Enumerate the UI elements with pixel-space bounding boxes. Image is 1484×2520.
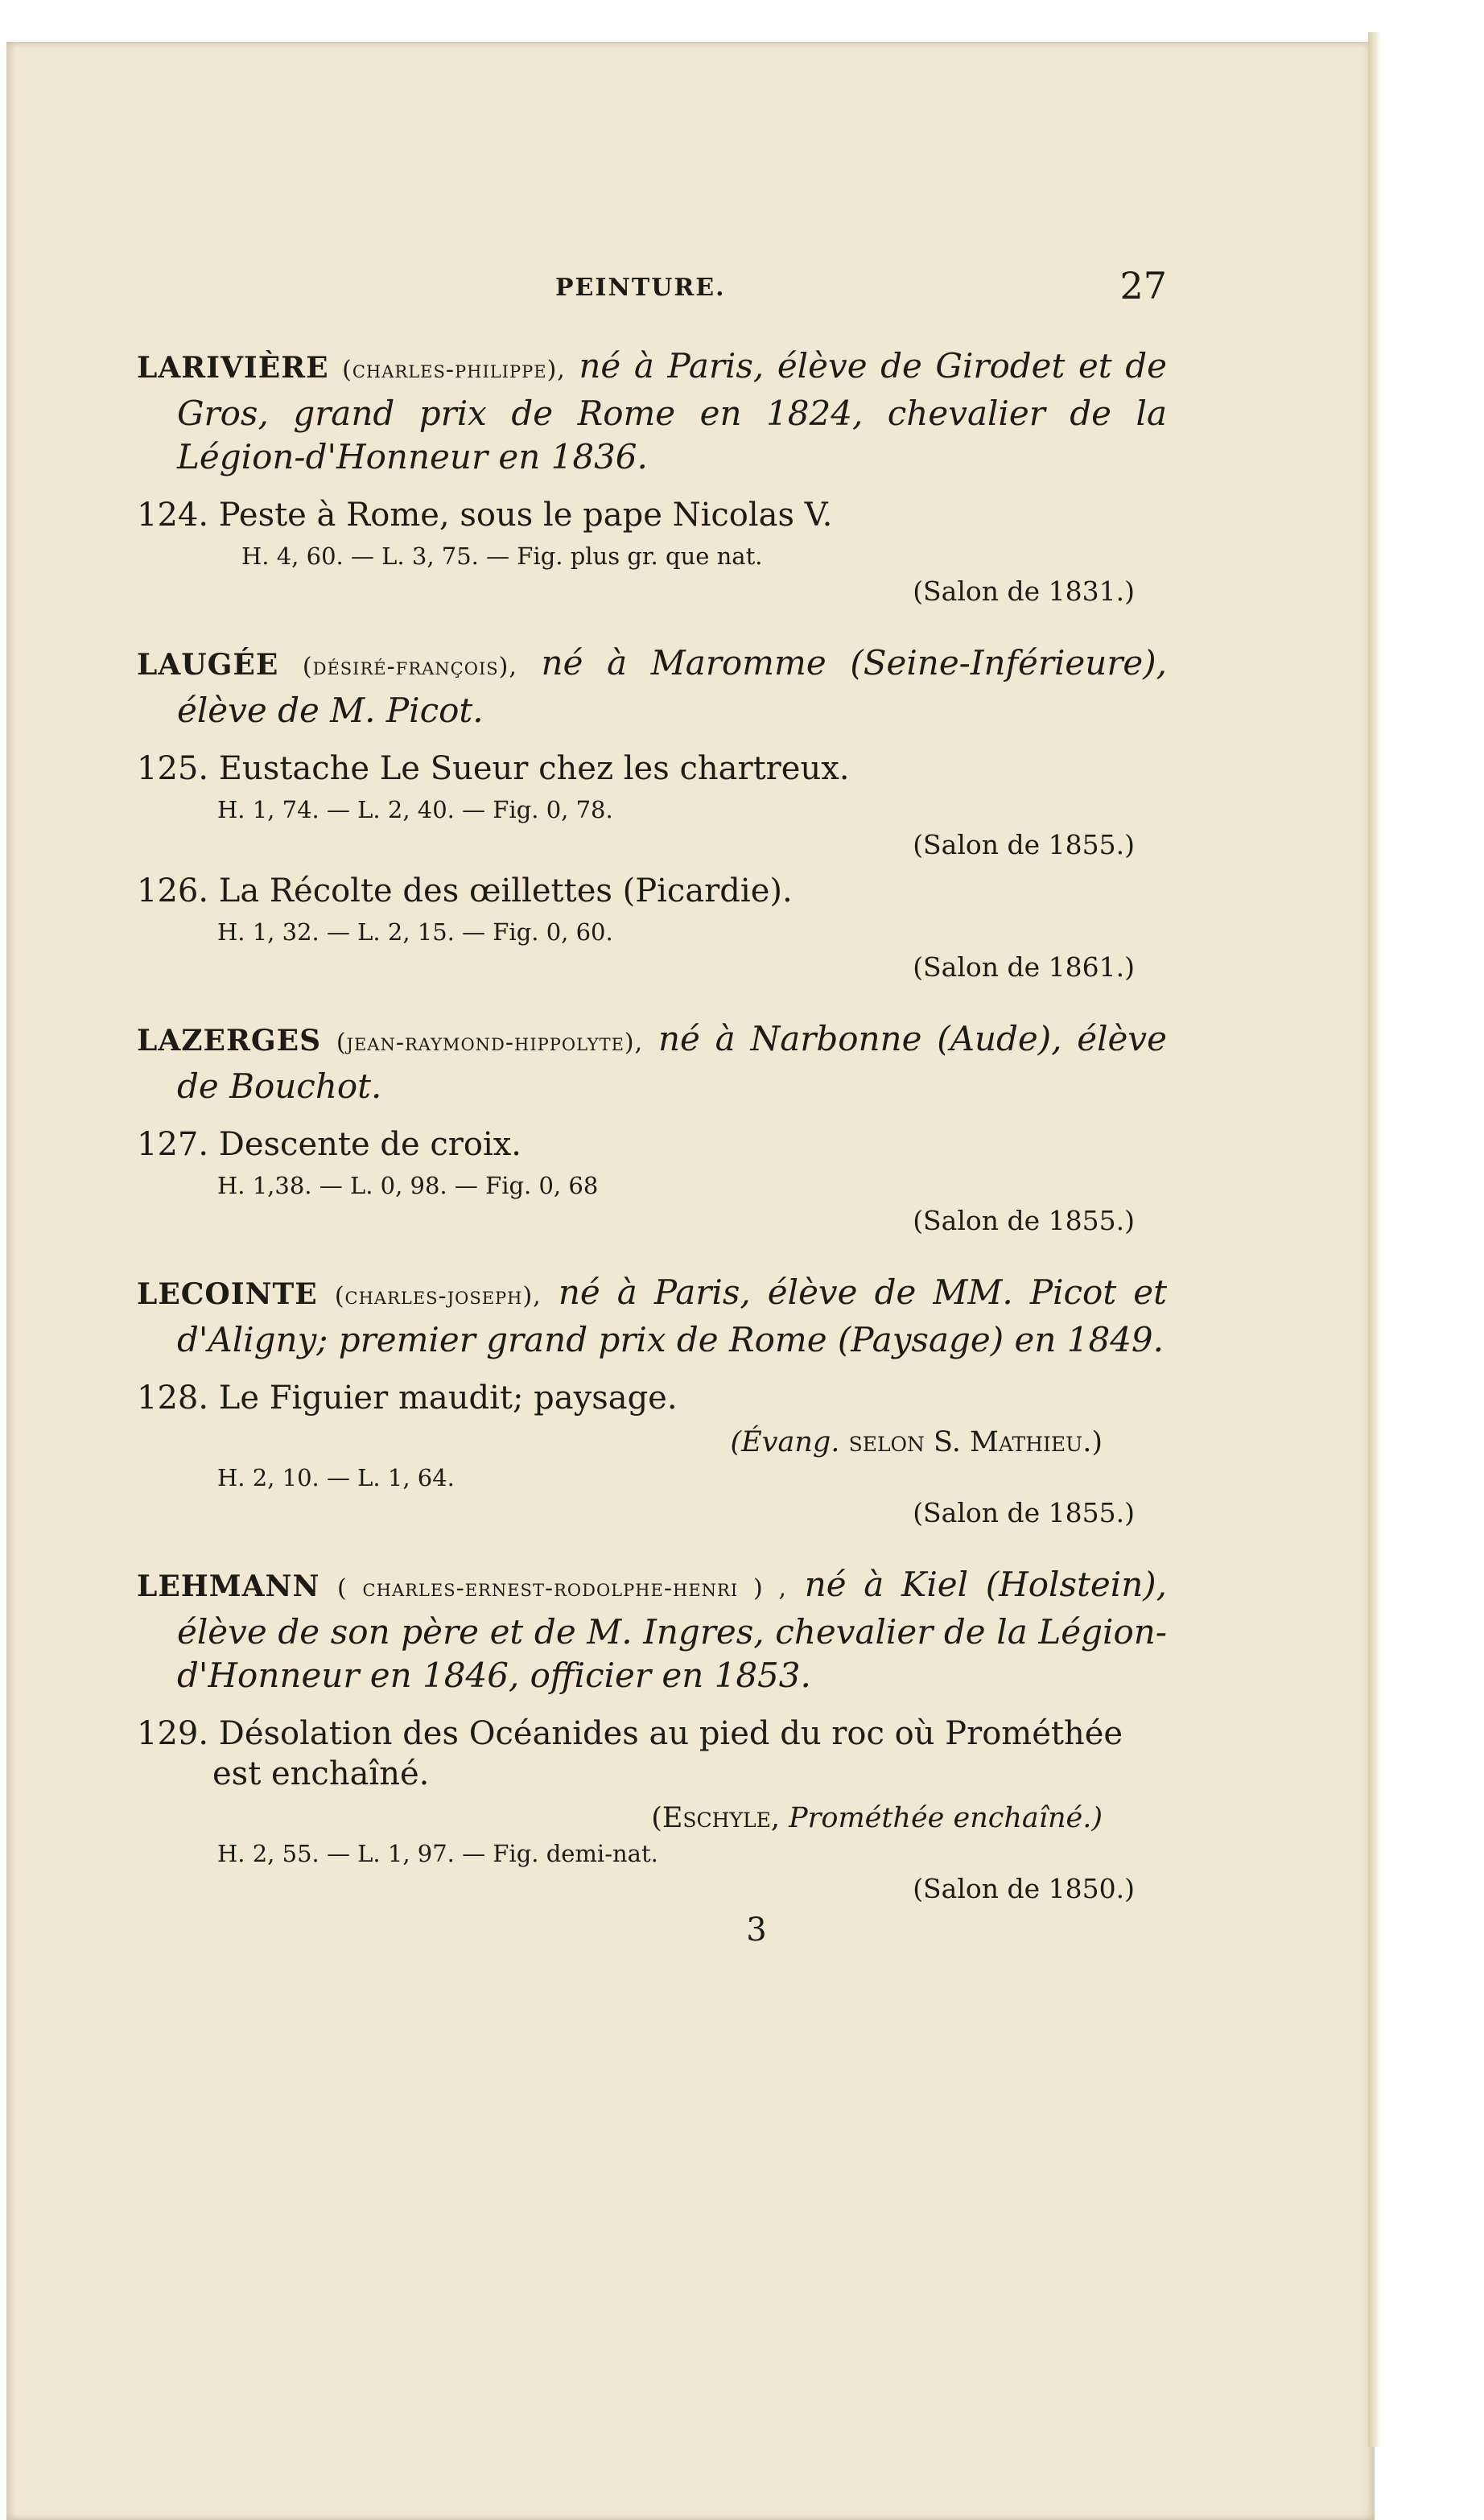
work-source [137,1423,1167,1462]
source-title: (Évang. [730,1426,840,1458]
artist-heading [137,1017,1167,1108]
artist-heading [137,1563,1167,1697]
salon-year: (Salon de 1855.) [913,829,1135,860]
artist-heading [137,344,1167,479]
artist-heading [137,641,1167,732]
work-title: 129. Désolation des Océanides au pied du roc où Prométhée est enchaîné. [137,1715,1123,1792]
catalog-entry [137,1563,1167,1949]
artist-name: LECOINTE [137,1277,318,1311]
artist-given-names: (désiré-françois), [302,653,517,681]
catalog-entry [137,641,1167,987]
signature-mark: 3 [746,1912,767,1949]
work-dimensions: H. 2, 10. — L. 1, 64. [217,1464,455,1491]
salon-year: (Salon de 1861.) [913,951,1135,983]
salon-year: (Salon de 1855.) [913,1205,1135,1236]
salon-year: (Salon de 1850.) [913,1873,1135,1904]
artist-name: LEHMANN [137,1569,320,1603]
work-dimensions: H. 1, 74. — L. 2, 40. — Fig. 0, 78. [217,796,613,823]
work-dimensions: H. 1,38. — L. 0, 98. — Fig. 0, 68 [217,1172,599,1199]
running-header [137,258,1167,322]
artist-given-names: ( charles-ernest-rodolphe-henri ) , [337,1574,788,1602]
work-title: 128. Le Figuier maudit; paysage. [137,1380,678,1417]
work-title: 127. Descente de croix. [137,1126,522,1163]
work-title: 125. Eustache Le Sueur chez les chartreux. [137,750,850,787]
salon-year: (Salon de 1831.) [913,575,1135,607]
artist-heading [137,1271,1167,1362]
page-number: 27 [1119,264,1167,307]
artist-name: LAUGÉE [137,648,279,682]
page-edge [1368,32,1381,2447]
artist-name: LAZERGES [137,1024,322,1058]
catalog-entry [137,1271,1167,1532]
work-dimensions: H. 1, 32. — L. 2, 15. — Fig. 0, 60. [217,918,613,946]
section-title: PEINTURE. [555,274,726,302]
artist-given-names: (charles-philippe), [342,356,566,384]
source-title: Prométhée enchaîné.) [789,1802,1103,1834]
artist-bio: né à Paris, élève de Girodet et de Gros, grand prix de Rome en 1824, chevalier de la Légion-d'Honneur en 1836. [177,346,1167,476]
page-content [137,258,1167,1979]
work-dimensions: H. 4, 60. — L. 3, 75. — Fig. plus gr. que nat. [241,542,763,570]
artist-name: LARIVIÈRE [137,351,329,385]
salon-year: (Salon de 1855.) [913,1497,1135,1528]
artist-bio: né à Narbonne (Aude), élève de Bouchot. [177,1019,1167,1106]
artist-bio: né à Paris, élève de MM. Picot et d'Aligny; premier grand prix de Rome (Paysage) en 1849. [177,1272,1167,1359]
artist-given-names: (jean-raymond-hippolyte), [336,1029,644,1057]
artist-bio: né à Kiel (Holstein), élève de son père et de M. Ingres, chevalier de la Légion-d'Honneur en 1846, officier en 1853. [177,1565,1167,1695]
artist-given-names: (charles-joseph), [334,1282,542,1310]
work-title: 124. Peste à Rome, sous le pape Nicolas V. [137,497,833,534]
catalog-entry [137,1017,1167,1240]
catalog-entry [137,344,1167,611]
source-author: (Eschyle, [651,1802,780,1834]
work-source [137,1799,1167,1837]
artist-bio: né à Maromme (Seine-Inférieure), élève de M. Picot. [177,643,1167,730]
source-author: selon S. Mathieu.) [848,1426,1103,1458]
work-dimensions: H. 2, 55. — L. 1, 97. — Fig. demi-nat. [217,1840,658,1867]
work-title: 126. La Récolte des œillettes (Picardie). [137,872,793,909]
